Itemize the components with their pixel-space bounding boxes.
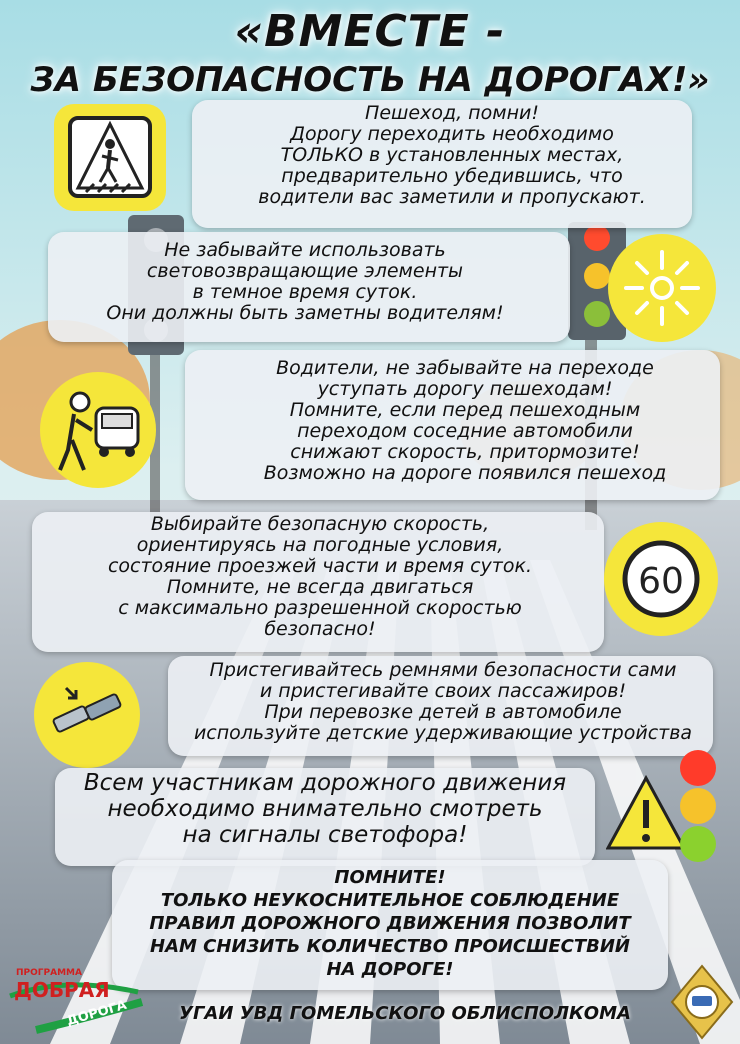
poster-title-line1: «ВМЕСТЕ -	[234, 6, 506, 57]
seatbelt-icon	[32, 660, 142, 770]
poster-title-line2: ЗА БЕЗОПАСНОСТЬ НА ДОРОГАХ!»	[30, 60, 710, 100]
pedestrian-text: Пешеход, помни! Дорогу переходить необходимо ТОЛЬКО в установленных местах, предварительно убедившись, что водители вас заметили и пропускают.	[258, 102, 646, 208]
seatbelts-text: Пристегивайтесь ремнями безопасности сами и пристегивайте своих пассажиров! При перевозке детей в автомобиле используйте детские удерживающие устройства	[193, 659, 693, 744]
signals-text: Всем участникам дорожного движения необходимо внимательно смотреть на сигналы светофора!	[83, 770, 567, 848]
speed-limit-icon	[602, 520, 720, 638]
speed-limit-value: 60	[638, 561, 684, 602]
reflector-sun-icon	[606, 232, 718, 344]
reflectors-text: Не забывайте использовать световозвращающие элементы в темное время суток. Они должны быть заметны водителям!	[106, 239, 504, 324]
footer-organization: УГАИ УВД ГОМЕЛЬСКОГО ОБЛИСПОЛКОМА	[179, 1003, 631, 1024]
logo-word1: ДОБРАЯ	[14, 978, 110, 1002]
logo-program-label: ПРОГРАММА	[16, 968, 82, 978]
remember-text: ПОМНИТЕ! ТОЛЬКО НЕУКОСНИТЕЛЬНОЕ СОБЛЮДЕНИЕ ПРАВИЛ ДОРОЖНОГО ДВИЖЕНИЯ ПОЗВОЛИТ НАМ СНИЗИТЬ КОЛИЧЕСТВО ПРОИСШЕСТВИЙ НА ДОРОГЕ!	[149, 867, 631, 980]
warning-traffic-light-icon	[606, 748, 726, 878]
police-emblem-icon	[670, 964, 734, 1040]
logo-word2: ДОРОГА	[65, 997, 129, 1030]
program-logo	[6, 966, 146, 1038]
speed-text: Выбирайте безопасную скорость, ориентируясь на погодные условия, состояние проезжей части и время суток. Помните, не всегда двигаться с максимально разрешенной скоростью безопасно!	[107, 513, 533, 640]
drivers-text: Водители, не забывайте на переходе уступать дорогу пешеходам! Помните, если перед пешеходным переходом соседние автомобили снижают скорость, притормозите! Возможно на дороге появился пешеход	[263, 357, 667, 484]
crosswalk-sign-icon	[50, 100, 170, 215]
pedestrian-car-icon	[38, 370, 158, 490]
